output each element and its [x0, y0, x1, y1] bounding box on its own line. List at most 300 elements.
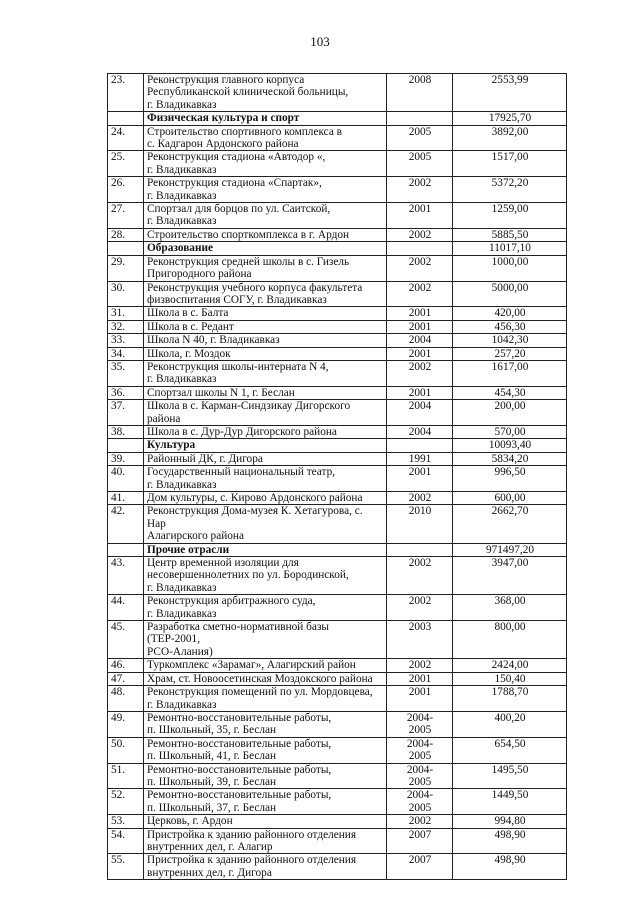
row-number	[108, 255, 144, 281]
row-number-text: 43.	[111, 557, 126, 570]
amount-cell-text: 200,00	[494, 400, 526, 413]
table-row	[108, 425, 567, 438]
amount-cell-text: 3947,00	[491, 557, 529, 570]
object-name	[144, 711, 387, 737]
row-number	[108, 334, 144, 347]
section-title	[144, 112, 387, 125]
table-row	[108, 400, 567, 426]
year-cell	[387, 452, 453, 465]
row-number	[108, 789, 144, 815]
amount-cell-text: 10093,40	[488, 439, 532, 452]
amount-cell-text: 2424,00	[491, 659, 529, 672]
year-cell-text: 2004- 2005	[406, 711, 434, 737]
object-name-text: Школа, г. Моздок	[147, 347, 231, 360]
row-number	[108, 320, 144, 333]
amount-cell-text: 800,00	[494, 621, 526, 634]
row-number	[108, 74, 144, 112]
year-cell-text: 2001	[408, 672, 432, 685]
year-cell	[387, 334, 453, 347]
row-number	[108, 763, 144, 789]
table-row	[108, 360, 567, 386]
object-name	[144, 125, 387, 151]
year-cell	[387, 543, 453, 556]
amount-cell	[453, 686, 567, 712]
year-cell-text: 2001	[408, 203, 432, 216]
year-cell	[387, 659, 453, 672]
table-row	[108, 228, 567, 241]
year-cell	[387, 307, 453, 320]
object-name	[144, 386, 387, 399]
table-row	[108, 74, 567, 112]
section-title-text: Прочие отрасли	[147, 543, 230, 556]
amount-cell	[453, 203, 567, 229]
row-number-text: 29.	[111, 255, 126, 268]
row-number	[108, 672, 144, 685]
object-name-text: Реконструкция помещений по ул. Мордовцева, г. Владикавказ	[147, 686, 373, 711]
row-number	[108, 543, 144, 556]
row-number-text: 37.	[111, 400, 126, 413]
year-cell-text: 2004- 2005	[406, 789, 434, 814]
row-number	[108, 595, 144, 621]
table-row	[108, 347, 567, 360]
year-cell	[387, 621, 453, 659]
object-name-text: Храм, ст. Новоосетинская Моздокского района	[147, 672, 373, 685]
row-number	[108, 815, 144, 828]
table-row	[108, 737, 567, 763]
amount-cell	[453, 347, 567, 360]
year-cell	[387, 112, 453, 125]
amount-cell-text: 498,90	[494, 828, 526, 841]
object-name	[144, 466, 387, 492]
year-cell	[387, 125, 453, 151]
year-cell-text: 2001	[408, 307, 432, 320]
amount-cell-text: 2662,70	[491, 505, 529, 518]
row-number-text: 41.	[111, 492, 126, 504]
object-name-text: Спортзал школы N 1, г. Беслан	[147, 386, 295, 399]
year-cell	[387, 854, 453, 880]
year-cell-text: 2004	[408, 400, 432, 413]
row-number	[108, 242, 144, 255]
year-cell-text: 2001	[408, 686, 432, 699]
year-cell-text: 2004	[408, 425, 432, 438]
row-number-text: 28.	[111, 228, 126, 241]
year-cell	[387, 815, 453, 828]
amount-cell	[453, 466, 567, 492]
object-name-text: Туркомплекс «Зарамаг», Алагирский район	[147, 659, 356, 672]
object-name	[144, 307, 387, 320]
amount-cell-text: 3892,00	[491, 125, 529, 138]
table-row	[108, 151, 567, 177]
object-name	[144, 177, 387, 203]
table-row	[108, 505, 567, 543]
row-number	[108, 177, 144, 203]
amount-cell-text: 1517,00	[491, 151, 529, 164]
page-number: 103	[310, 34, 330, 49]
year-cell-text: 2007	[408, 854, 432, 867]
row-number	[108, 466, 144, 492]
table-row	[108, 177, 567, 203]
object-name-text: Разработка сметно-нормативной базы (ТЕР-2001, РСО-Алания)	[147, 621, 329, 658]
object-name	[144, 360, 387, 386]
object-name	[144, 737, 387, 763]
amount-cell	[453, 543, 567, 556]
table-row	[108, 203, 567, 229]
row-number-text: 25.	[111, 151, 126, 164]
amount-cell-text: 1449,50	[491, 789, 529, 802]
object-name-text: Пристройка к зданию районного отделения внутренних дел, г. Алагир	[147, 828, 357, 853]
year-cell-text: 2001	[408, 347, 432, 360]
year-cell	[387, 557, 453, 595]
amount-cell-text: 1259,00	[491, 203, 529, 216]
year-cell-text: 2002	[408, 557, 432, 570]
row-number	[108, 737, 144, 763]
amount-cell-text: 5885,50	[491, 228, 529, 241]
amount-cell-text: 420,00	[494, 307, 526, 320]
object-name-text: Пристройка к зданию районного отделения внутренних дел, г. Дигора	[147, 854, 357, 879]
row-number-text: 26.	[111, 177, 126, 190]
row-number	[108, 505, 144, 543]
row-number-text: 45.	[111, 621, 126, 634]
amount-cell	[453, 151, 567, 177]
amount-cell	[453, 672, 567, 685]
year-cell	[387, 672, 453, 685]
object-name-text: Ремонтно-восстановительные работы, п. Школьный, 41, г. Беслан	[147, 737, 332, 763]
amount-cell-text: 654,50	[494, 737, 526, 750]
amount-cell-text: 2553,99	[491, 74, 529, 86]
row-number-text: 40.	[111, 466, 126, 479]
amount-cell	[453, 828, 567, 854]
row-number	[108, 711, 144, 737]
row-number	[108, 347, 144, 360]
year-cell-text: 1991	[408, 452, 432, 465]
object-name	[144, 228, 387, 241]
amount-cell-text: 400,20	[494, 711, 526, 724]
row-number	[108, 828, 144, 854]
object-name	[144, 203, 387, 229]
object-name-text: Ремонтно-восстановительные работы, п. Школьный, 39, г. Беслан	[147, 763, 332, 788]
object-name-text: Дом культуры, с. Кирово Ардонского района	[147, 492, 363, 504]
object-name	[144, 828, 387, 854]
year-cell-text: 2001	[408, 320, 432, 333]
table-row	[108, 711, 567, 737]
object-name-text: Реконструкция учебного корпуса факультета физвоспитания СОГУ, г. Владикавказ	[147, 281, 363, 306]
objects-table	[107, 73, 567, 880]
amount-cell	[453, 242, 567, 255]
amount-cell-text: 1495,50	[491, 763, 529, 776]
row-number	[108, 203, 144, 229]
object-name-text: Реконструкция средней школы в с. Гизель Пригородного района	[147, 255, 350, 281]
year-cell-text: 2008	[408, 74, 432, 86]
year-cell	[387, 425, 453, 438]
year-cell	[387, 242, 453, 255]
row-number-text: 35.	[111, 360, 126, 373]
year-cell-text: 2003	[408, 621, 432, 634]
table-row	[108, 320, 567, 333]
amount-cell	[453, 621, 567, 659]
object-name-text: Реконструкция главного корпуса Республиканской клинической больницы, г. Владикавказ	[147, 74, 349, 111]
object-name	[144, 347, 387, 360]
row-number-text: 36.	[111, 386, 126, 399]
row-number-text: 47.	[111, 672, 126, 685]
amount-cell-text: 11017,10	[489, 242, 531, 255]
amount-cell-text: 1042,30	[491, 334, 529, 347]
year-cell	[387, 763, 453, 789]
amount-cell	[453, 307, 567, 320]
table-row	[108, 255, 567, 281]
year-cell	[387, 789, 453, 815]
year-cell-text: 2002	[408, 177, 432, 190]
amount-cell	[453, 400, 567, 426]
table-row	[108, 815, 567, 828]
section-row	[108, 543, 567, 556]
row-number-text: 54.	[111, 828, 126, 841]
object-name	[144, 425, 387, 438]
row-number	[108, 112, 144, 125]
object-name-text: Центр временной изоляции для несовершеннолетних по ул. Бородинской, г. Владикавказ	[147, 557, 349, 594]
row-number-text: 39.	[111, 452, 126, 465]
object-name	[144, 281, 387, 307]
year-cell	[387, 492, 453, 505]
amount-cell-text: 1000,00	[491, 255, 529, 268]
row-number-text: 44.	[111, 595, 126, 608]
section-row	[108, 439, 567, 452]
table-row	[108, 595, 567, 621]
row-number	[108, 439, 144, 452]
amount-cell	[453, 439, 567, 452]
amount-cell	[453, 255, 567, 281]
table-row	[108, 386, 567, 399]
year-cell	[387, 439, 453, 452]
table-row	[108, 621, 567, 659]
year-cell	[387, 360, 453, 386]
row-number	[108, 659, 144, 672]
object-name-text: Реконструкция школы-интерната N 4, г. Владикавказ	[147, 360, 329, 386]
year-cell	[387, 505, 453, 543]
object-name-text: Реконструкция стадиона «Автодор «, г. Владикавказ	[147, 151, 326, 176]
amount-cell-text: 996,50	[494, 466, 526, 479]
row-number	[108, 854, 144, 880]
table-body	[108, 74, 567, 880]
year-cell-text: 2010	[408, 505, 432, 518]
object-name-text: Ремонтно-восстановительные работы, п. Школьный, 35, г. Беслан	[147, 711, 332, 737]
table-row	[108, 452, 567, 465]
row-number-text: 55.	[111, 854, 126, 867]
object-name	[144, 595, 387, 621]
amount-cell	[453, 492, 567, 505]
object-name	[144, 320, 387, 333]
section-title-text: Образование	[147, 242, 213, 255]
amount-cell	[453, 281, 567, 307]
object-name-text: Школа в с. Балта	[147, 307, 229, 320]
amount-cell-text: 971497,20	[485, 543, 534, 556]
table-row	[108, 763, 567, 789]
year-cell	[387, 74, 453, 112]
amount-cell-text: 994,80	[494, 815, 526, 828]
object-name-text: Строительство спорткомплекса в г. Ардон	[147, 228, 350, 241]
object-name-text: Реконструкция арбитражного суда, г. Владикавказ	[147, 595, 316, 620]
amount-cell	[453, 228, 567, 241]
year-cell-text: 2004- 2005	[406, 737, 434, 763]
table-row	[108, 659, 567, 672]
object-name-text: Районный ДК, г. Дигора	[147, 452, 263, 465]
year-cell-text: 2002	[408, 228, 432, 241]
table-row	[108, 334, 567, 347]
object-name-text: Государственный национальный театр, г. Владикавказ	[147, 466, 336, 491]
amount-cell	[453, 425, 567, 438]
object-name	[144, 505, 387, 543]
object-name-text: Строительство спортивного комплекса в с. Кадгарон Ардонского района	[147, 125, 342, 151]
object-name-text: Школа в с. Дур-Дур Дигорского района	[147, 425, 337, 438]
amount-cell	[453, 452, 567, 465]
table-row	[108, 557, 567, 595]
amount-cell-text: 600,00	[494, 492, 526, 504]
row-number	[108, 686, 144, 712]
row-number	[108, 307, 144, 320]
amount-cell-text: 456,30	[494, 320, 526, 333]
object-name	[144, 659, 387, 672]
amount-cell	[453, 320, 567, 333]
object-name	[144, 686, 387, 712]
row-number-text: 23.	[111, 74, 126, 86]
table-row	[108, 854, 567, 880]
object-name-text: Школа N 40, г. Владикавказ	[147, 334, 280, 347]
year-cell	[387, 466, 453, 492]
table-row	[108, 307, 567, 320]
amount-cell-text: 5834,20	[491, 452, 529, 465]
row-number-text: 24.	[111, 125, 126, 138]
row-number-text: 48.	[111, 686, 126, 699]
amount-cell	[453, 177, 567, 203]
amount-cell	[453, 386, 567, 399]
table-row	[108, 789, 567, 815]
amount-cell	[453, 595, 567, 621]
year-cell	[387, 828, 453, 854]
object-name-text: Церковь, г. Ардон	[147, 815, 233, 828]
section-title-text: Физическая культура и спорт	[147, 112, 300, 125]
row-number	[108, 151, 144, 177]
section-row	[108, 112, 567, 125]
year-cell	[387, 281, 453, 307]
row-number-text: 46.	[111, 659, 126, 672]
year-cell-text: 2004	[408, 334, 432, 347]
year-cell	[387, 386, 453, 399]
object-name	[144, 334, 387, 347]
object-name-text: Спортзал для борцов по ул. Саитской, г. Владикавказ	[147, 203, 331, 228]
year-cell-text: 2002	[408, 255, 432, 268]
year-cell	[387, 177, 453, 203]
amount-cell	[453, 854, 567, 880]
object-name-text: Школа в с. Редант	[147, 320, 234, 333]
section-row	[108, 242, 567, 255]
table-row	[108, 466, 567, 492]
year-cell-text: 2002	[408, 595, 432, 608]
table-row	[108, 492, 567, 505]
table-row	[108, 281, 567, 307]
amount-cell	[453, 112, 567, 125]
row-number	[108, 360, 144, 386]
amount-cell-text: 257,20	[494, 347, 526, 360]
row-number	[108, 452, 144, 465]
section-title-text: Культура	[147, 439, 196, 452]
row-number-text: 38.	[111, 425, 126, 438]
object-name	[144, 763, 387, 789]
section-title	[144, 543, 387, 556]
year-cell	[387, 347, 453, 360]
year-cell-text: 2001	[408, 466, 432, 479]
row-number-text: 53.	[111, 815, 126, 828]
object-name	[144, 621, 387, 659]
amount-cell	[453, 763, 567, 789]
row-number	[108, 557, 144, 595]
object-name-text: Школа в с. Карман-Синдзикау Дигорского района	[147, 400, 351, 425]
row-number-text: 50.	[111, 737, 126, 750]
amount-cell-text: 368,00	[494, 595, 526, 608]
year-cell	[387, 595, 453, 621]
object-name-text: Ремонтно-восстановительные работы, п. Школьный, 37, г. Беслан	[147, 789, 332, 814]
row-number-text: 34.	[111, 347, 126, 360]
table-row	[108, 828, 567, 854]
object-name	[144, 255, 387, 281]
amount-cell-text: 1788,70	[491, 686, 529, 699]
year-cell-text: 2002	[408, 815, 432, 828]
amount-cell-text: 570,00	[494, 425, 526, 438]
amount-cell-text: 5372,20	[491, 177, 529, 190]
amount-cell-text: 454,30	[494, 386, 526, 399]
row-number	[108, 621, 144, 659]
year-cell	[387, 737, 453, 763]
object-name	[144, 789, 387, 815]
row-number-text: 27.	[111, 203, 126, 216]
object-name	[144, 74, 387, 112]
year-cell-text: 2002	[408, 492, 432, 504]
object-name	[144, 557, 387, 595]
object-name-text: Реконструкция стадиона «Спартак», г. Владикавказ	[147, 177, 322, 202]
year-cell-text: 2001	[408, 386, 432, 399]
row-number	[108, 425, 144, 438]
table-row	[108, 686, 567, 712]
amount-cell	[453, 74, 567, 112]
amount-cell-text: 5000,00	[491, 281, 529, 294]
row-number-text: 52.	[111, 789, 126, 802]
table-row	[108, 672, 567, 685]
year-cell	[387, 151, 453, 177]
row-number	[108, 492, 144, 505]
row-number	[108, 125, 144, 151]
row-number	[108, 400, 144, 426]
amount-cell-text: 150,40	[494, 672, 526, 685]
row-number-text: 31.	[111, 307, 126, 320]
amount-cell	[453, 789, 567, 815]
year-cell	[387, 255, 453, 281]
row-number	[108, 228, 144, 241]
row-number-text: 30.	[111, 281, 126, 294]
object-name	[144, 672, 387, 685]
year-cell	[387, 711, 453, 737]
amount-cell	[453, 334, 567, 347]
row-number	[108, 386, 144, 399]
object-name-text: Реконструкция Дома-музея К. Хетагурова, с. Нар Алагирского района	[147, 505, 363, 543]
object-name	[144, 492, 387, 505]
year-cell-text: 2002	[408, 281, 432, 294]
object-name	[144, 854, 387, 880]
amount-cell	[453, 737, 567, 763]
table-row	[108, 125, 567, 151]
amount-cell-text: 1617,00	[491, 360, 529, 373]
amount-cell-text: 17925,70	[488, 112, 532, 125]
amount-cell-text: 498,90	[494, 854, 526, 867]
year-cell	[387, 228, 453, 241]
row-number-text: 32.	[111, 320, 126, 333]
